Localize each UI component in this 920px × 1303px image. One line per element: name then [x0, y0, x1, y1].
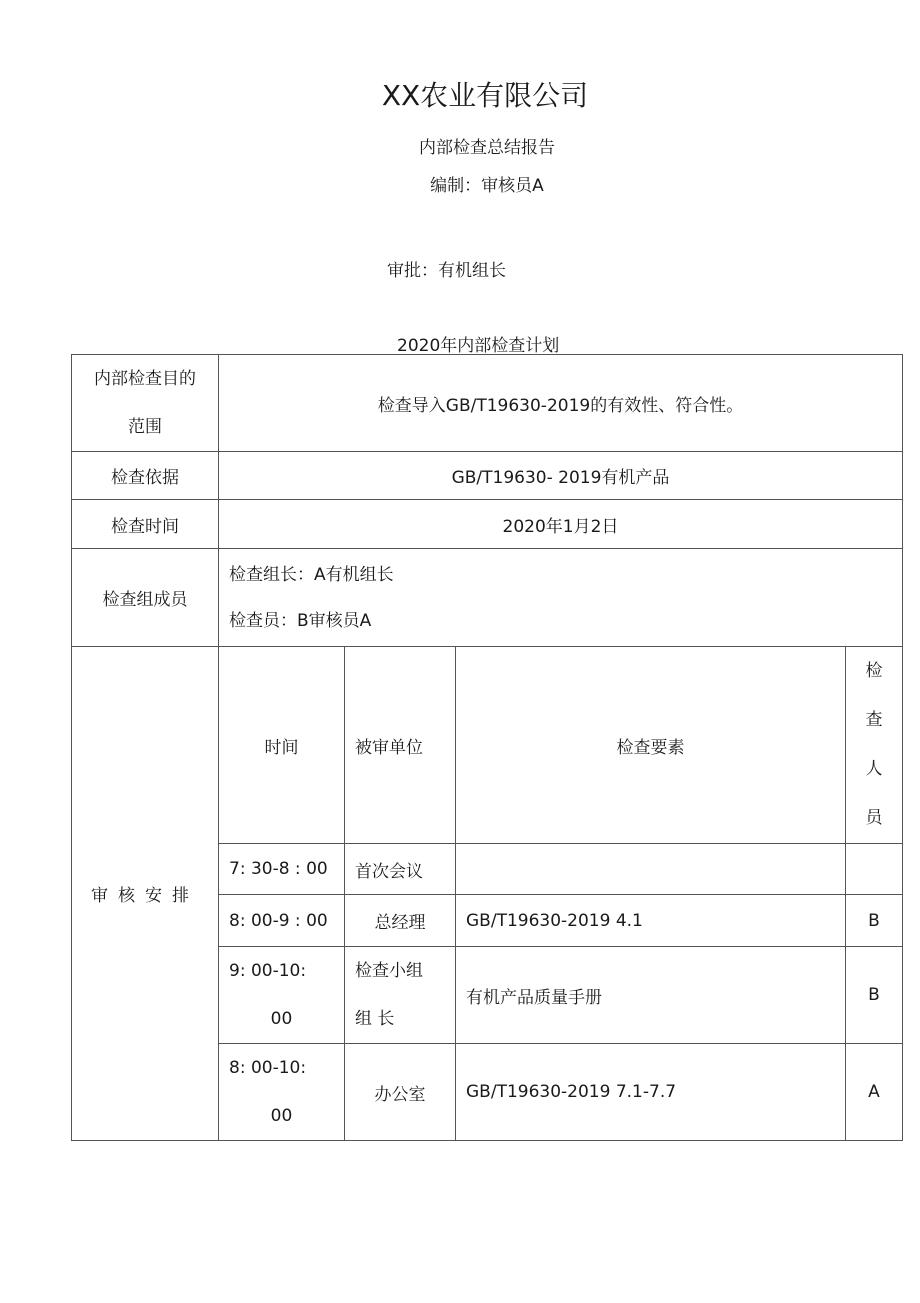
purpose-label-cell — [72, 355, 219, 452]
schedule-inspector: B — [846, 947, 903, 1044]
schedule-unit-line-1: 检查小组 — [355, 961, 423, 981]
schedule-time: 8: 00-9 : 00 — [219, 895, 345, 947]
basis-label: 检查依据 — [72, 452, 219, 500]
group-leader: 检查组长：A有机组长 — [229, 564, 394, 585]
schedule-inspector: B — [846, 895, 903, 947]
header-inspector-char-2: 查 — [865, 710, 883, 730]
schedule-unit: 总经理 — [345, 895, 456, 947]
schedule-header-row — [72, 647, 903, 844]
company-name: XX农业有限公司 — [381, 79, 589, 112]
members-value-cell — [219, 549, 903, 647]
members-row — [72, 549, 903, 647]
schedule-time-line-1: 8: 00-10: — [229, 1058, 307, 1078]
schedule-time-line-1: 9: 00-10: — [229, 961, 307, 981]
schedule-inspector: A — [846, 1044, 903, 1141]
header-inspector-char-4: 员 — [865, 808, 883, 828]
schedule-unit-line-2: 组 长 — [355, 1009, 395, 1029]
basis-row — [72, 452, 903, 500]
author-line: 编制：审核员A — [430, 176, 544, 196]
schedule-unit: 办公室 — [345, 1044, 456, 1141]
purpose-label-line-2: 范围 — [128, 417, 162, 437]
schedule-unit-cell — [345, 947, 456, 1044]
plan-title: 2020年内部检查计划 — [397, 336, 560, 356]
schedule-time-cell — [219, 1044, 345, 1141]
basis-value: GB/T19630- 2019有机产品 — [219, 452, 903, 500]
schedule-time-line-2: 00 — [270, 1009, 293, 1029]
schedule-inspector — [846, 844, 903, 895]
report-title: 内部检查总结报告 — [419, 138, 555, 158]
approver-line: 审批：有机组长 — [387, 261, 506, 281]
purpose-value: 检查导入GB/T19630-2019的有效性、符合性。 — [219, 355, 903, 452]
time-row — [72, 500, 903, 549]
members-label: 检查组成员 — [72, 549, 219, 647]
schedule-label: 审核安排 — [72, 647, 219, 1141]
header-elements: 检查要素 — [456, 647, 846, 844]
inspection-plan-table — [71, 354, 903, 1141]
schedule-elements: GB/T19630-2019 7.1-7.7 — [456, 1044, 846, 1141]
header-time: 时间 — [219, 647, 345, 844]
schedule-elements: GB/T19630-2019 4.1 — [456, 895, 846, 947]
schedule-elements — [456, 844, 846, 895]
header-unit: 被审单位 — [345, 647, 456, 844]
group-inspector: 检查员：B审核员A — [229, 610, 372, 631]
header-inspector-char-1: 检 — [865, 661, 883, 681]
header-inspector-char-3: 人 — [865, 759, 883, 779]
schedule-time-line-2: 00 — [270, 1106, 293, 1126]
time-value: 2020年1月2日 — [219, 500, 903, 549]
schedule-elements: 有机产品质量手册 — [456, 947, 846, 1044]
schedule-time-cell — [219, 947, 345, 1044]
schedule-unit: 首次会议 — [345, 844, 456, 895]
purpose-label-line-1: 内部检查目的 — [94, 369, 196, 389]
header-inspector — [846, 647, 903, 844]
time-label: 检查时间 — [72, 500, 219, 549]
purpose-row — [72, 355, 903, 452]
schedule-time: 7: 30-8 : 00 — [219, 844, 345, 895]
